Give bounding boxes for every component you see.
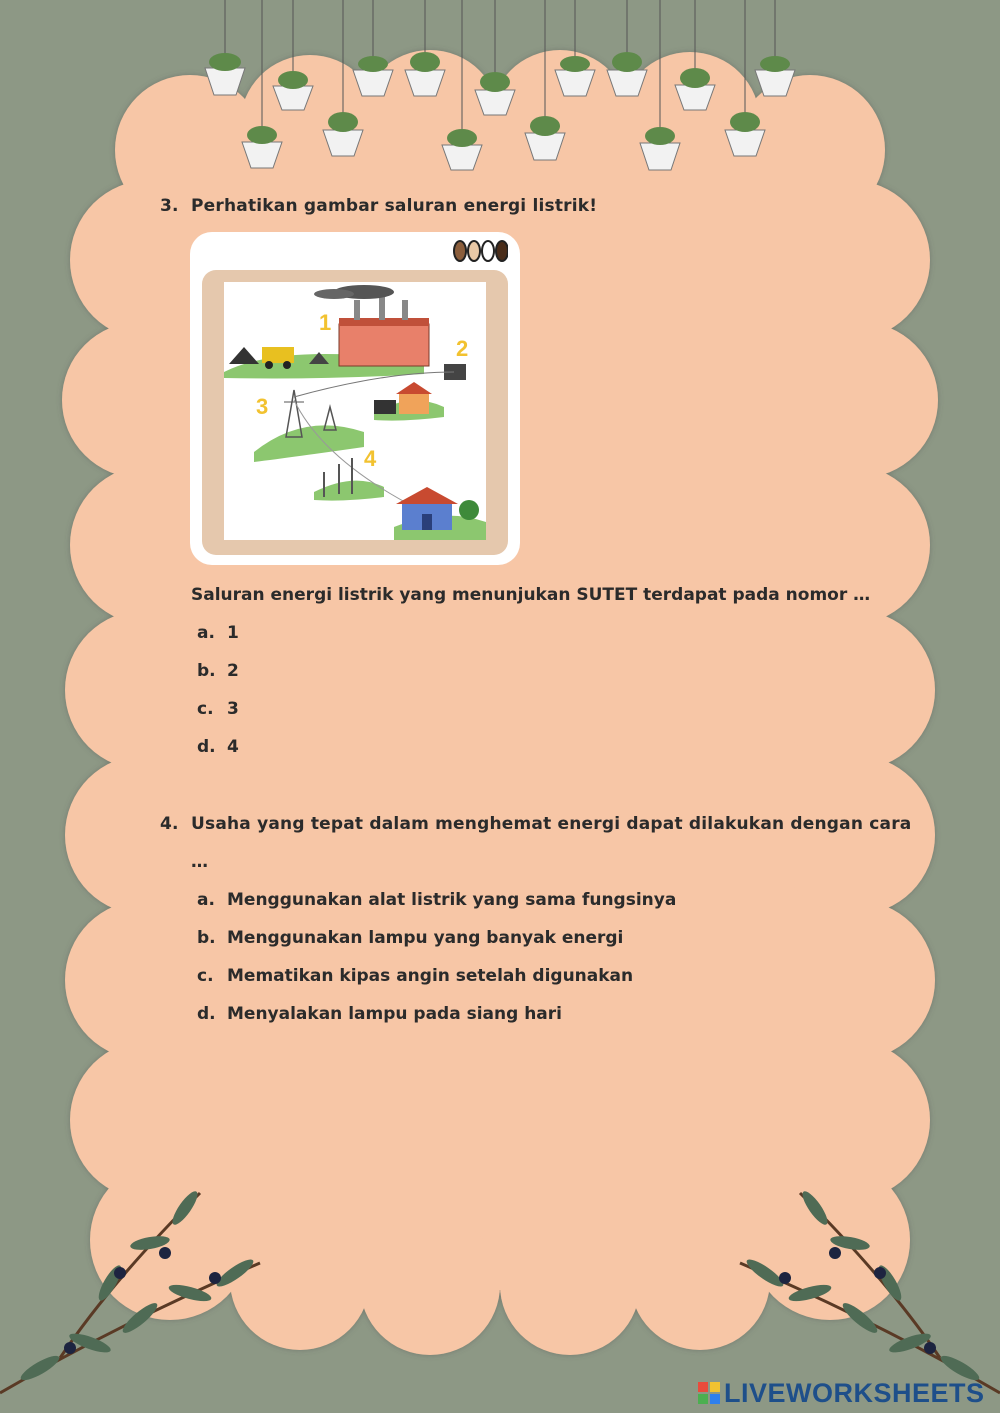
option-letter: a. — [197, 890, 215, 910]
option-letter: d. — [197, 737, 216, 757]
question-4-option-d[interactable] — [197, 1004, 562, 1024]
option-text: Menggunakan alat listrik yang sama fungsinya — [227, 890, 677, 910]
question-title: Perhatikan gambar saluran energi listrik! — [191, 196, 598, 216]
question-3-option-c[interactable] — [197, 699, 239, 719]
option-text: Menggunakan lampu yang banyak energi — [227, 928, 624, 948]
olive-branch-decoration-left — [0, 1173, 300, 1413]
liveworksheets-watermark — [698, 1378, 985, 1408]
option-text: 4 — [227, 737, 239, 757]
question-3-option-b[interactable] — [197, 661, 239, 681]
option-letter: b. — [197, 928, 216, 948]
option-text: 2 — [227, 661, 239, 681]
question-4-option-c[interactable] — [197, 966, 633, 986]
question-number: 4. — [160, 814, 179, 834]
figure-label-4: 4 — [364, 446, 377, 471]
option-letter: d. — [197, 1004, 216, 1024]
option-text: 3 — [227, 699, 239, 719]
option-letter: c. — [197, 699, 214, 719]
figure-badge-icon — [452, 240, 508, 262]
figure-label-3: 3 — [256, 394, 269, 419]
figure-label-1: 1 — [319, 310, 332, 335]
liveworksheets-logo-icon — [698, 1382, 720, 1404]
power-line-figure-card — [190, 232, 520, 565]
question-4-option-b[interactable] — [197, 928, 623, 948]
figure-label-2: 2 — [456, 336, 469, 361]
question-3-prompt: Saluran energi listrik yang menunjukan SUTET terdapat pada nomor … — [191, 585, 871, 605]
question-number: 3. — [160, 196, 179, 216]
power-distribution-illustration — [224, 282, 486, 540]
option-text: Mematikan kipas angin setelah digunakan — [227, 966, 634, 986]
question-4-ellipsis: … — [191, 852, 208, 872]
brand-name: LIVEWORKSHEETS — [724, 1377, 985, 1408]
question-3-option-d[interactable] — [197, 737, 239, 757]
question-title: Usaha yang tepat dalam menghemat energi dapat dilakukan dengan cara — [191, 814, 912, 834]
option-letter: a. — [197, 623, 215, 643]
option-text: 1 — [227, 623, 239, 643]
option-letter: b. — [197, 661, 216, 681]
hanging-plants-decoration — [0, 0, 1000, 200]
option-letter: c. — [197, 966, 214, 986]
question-4-option-a[interactable] — [197, 890, 676, 910]
option-text: Menyalakan lampu pada siang hari — [227, 1004, 562, 1024]
question-3-option-a[interactable] — [197, 623, 239, 643]
